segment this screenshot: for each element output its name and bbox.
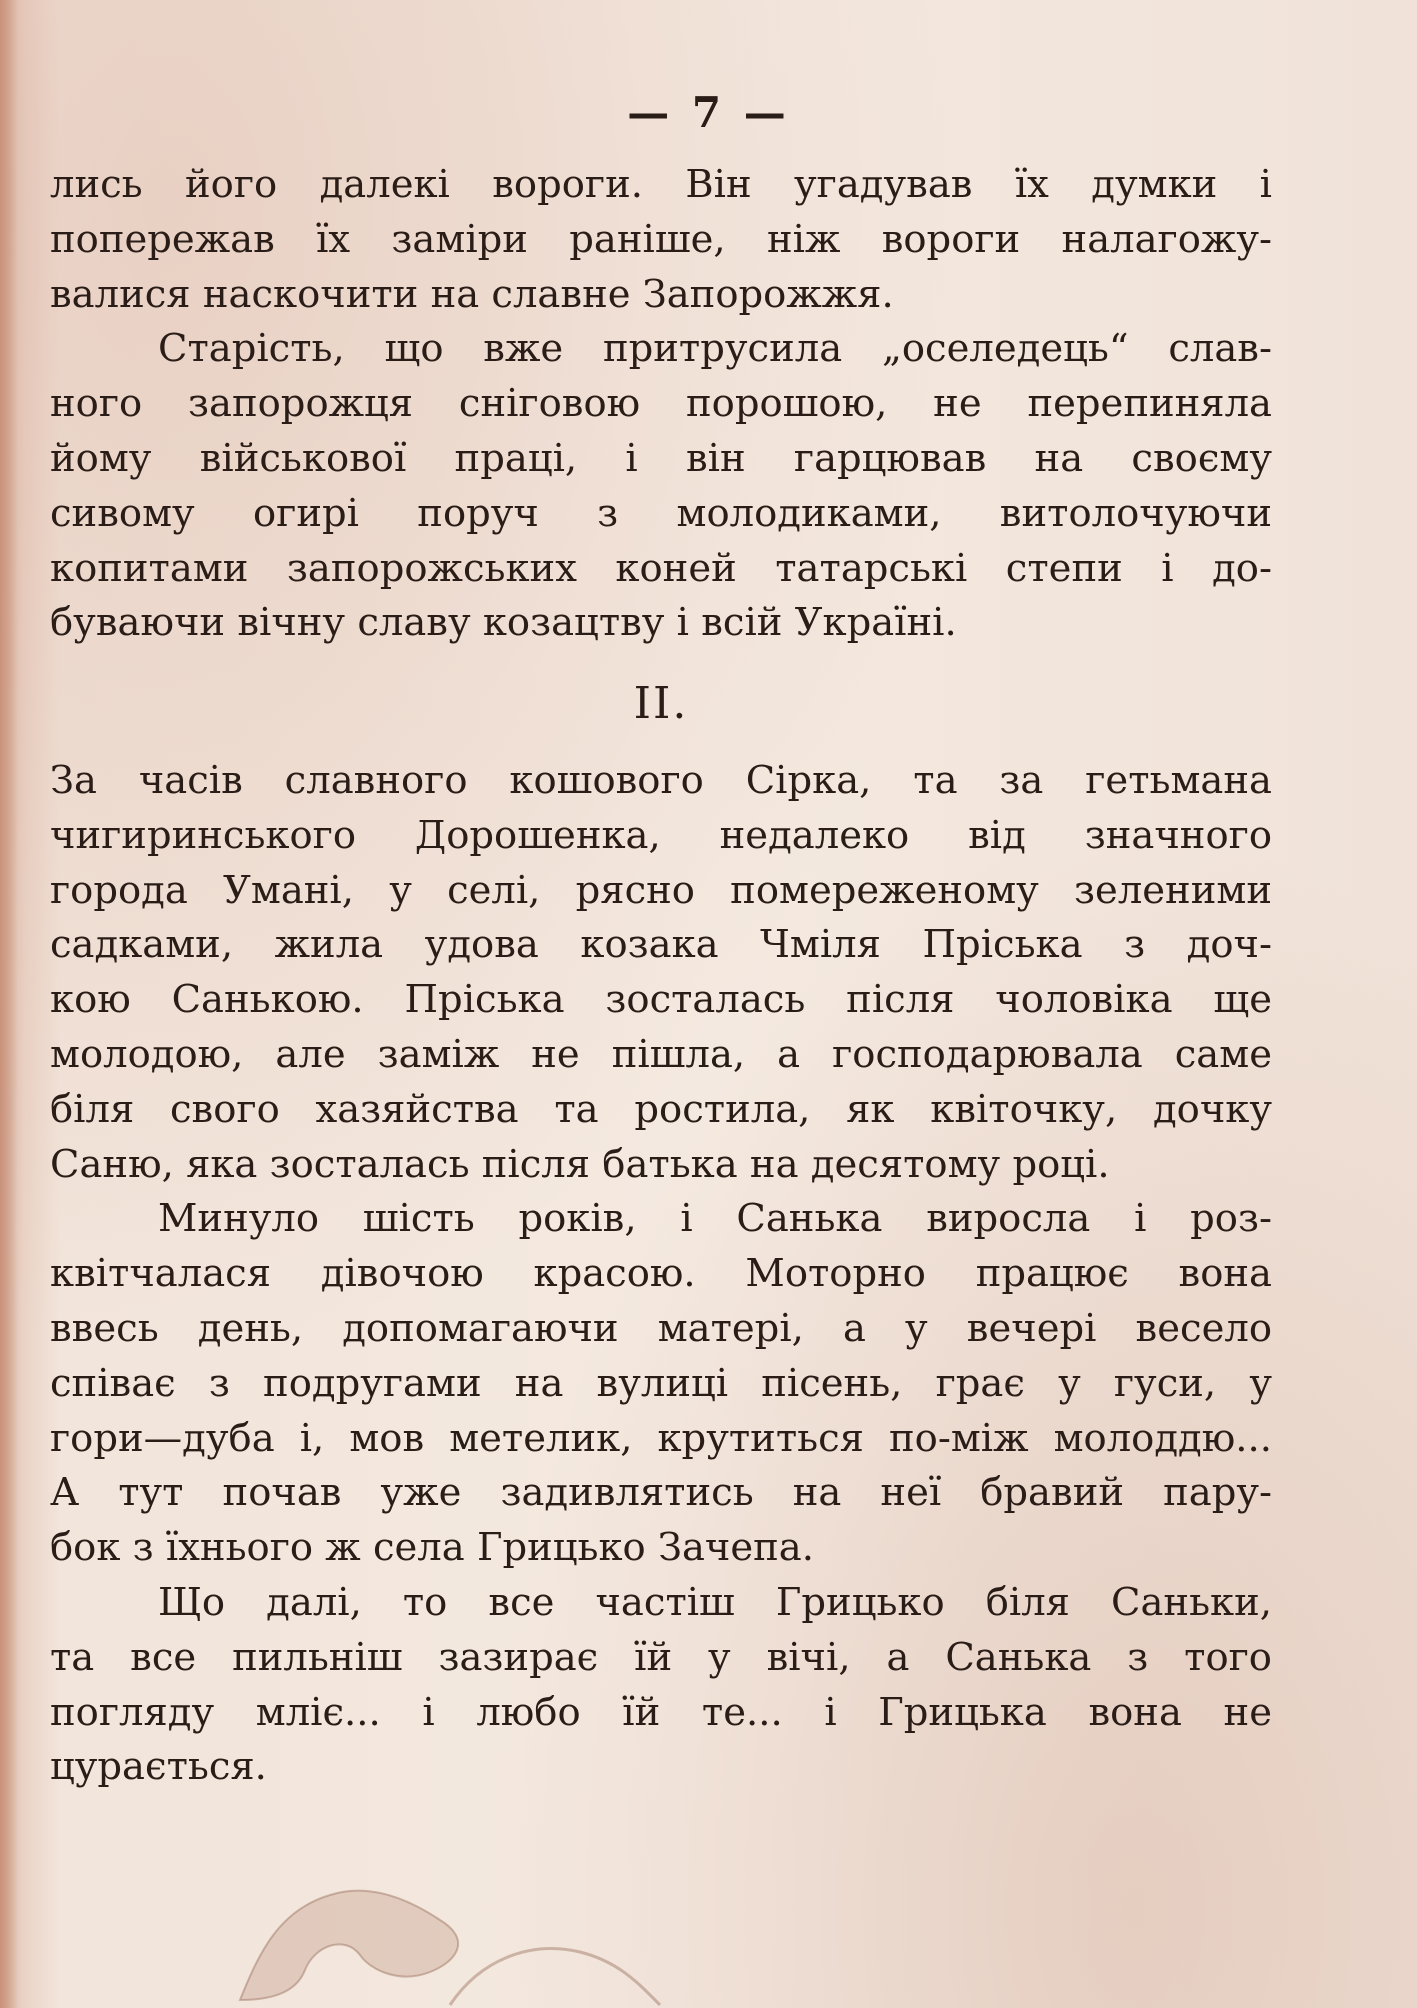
text-line: бок з їхнього ж села Грицько Зачепа. — [50, 1525, 814, 1571]
page-edge-shadow — [0, 0, 18, 2008]
text-line: Саню, яка зосталась після батька на десятому році. — [50, 1141, 1110, 1187]
text-line: біля свого хазяйства та ростила, як квіточку, дочку — [50, 1086, 1272, 1132]
text-line: лись його далекі вороги. Він угадував їх думки і — [50, 162, 1272, 207]
text-line: ввесь день, допомагаючи матері, а у вечері весело — [50, 1305, 1272, 1351]
section-heading: II. — [633, 678, 689, 730]
text-line: сивому огирі поруч з молодиками, витолочуючи — [50, 490, 1272, 536]
text-line: погляду мліє... і любо їй те... і Грицька вона не — [50, 1689, 1272, 1735]
text-line: чигиринського Дорошенка, недалеко від значного — [50, 812, 1272, 858]
text-line: города Умані, у селі, рясно помереженому зеленими — [50, 867, 1272, 913]
text-line: Що далі, то все частіш Грицько біля Саньки, — [158, 1579, 1272, 1625]
text-line: попережав їх заміри раніше, ніж вороги налагожу- — [50, 216, 1272, 262]
text-line: ного запорожця сніговою порошою, не перепиняла — [50, 381, 1272, 427]
text-line: співає з подругами на вулиці пісень, грає у гуси, у — [50, 1360, 1272, 1406]
text-line: цурається. — [50, 1744, 267, 1790]
text-line: копитами запорожських коней татарські степи і до- — [50, 545, 1272, 591]
text-line: молодою, але заміж не пішла, а господарювала саме — [50, 1031, 1272, 1077]
text-line: Старість, що вже притрусила „оселедець“ слав- — [158, 326, 1272, 372]
text-line: гори—дуба і, мов метелик, крутиться по-між молоддю... — [50, 1415, 1272, 1461]
text-line: За часів славного кошового Сірка, та за гетьмана — [50, 757, 1272, 803]
text-line: квітчалася дівочою красою. Моторно працює вона — [50, 1251, 1272, 1297]
text-line: кою Санькою. Пріська зосталась після чоловіка ще — [50, 977, 1272, 1023]
page-number: — 7 — — [627, 88, 790, 137]
text-line: йому військової праці, і він гарцював на своєму — [50, 435, 1272, 481]
body-text — [50, 158, 1272, 1795]
text-line: садками, жила удова козака Чміля Пріська з доч- — [50, 922, 1272, 968]
paper-stain-mark — [220, 1860, 780, 2008]
text-line: буваючи вічну славу козацтву і всій Україні. — [50, 600, 957, 646]
text-line: Минуло шість років, і Санька виросла і роз- — [158, 1196, 1272, 1242]
text-line: та все пильніш зазирає їй у вічі, а Санька з того — [50, 1634, 1272, 1680]
text-line: А тут почав уже задивлятись на неї бравий пару- — [50, 1470, 1272, 1516]
text-line: валися наскочити на славне Запорожжя. — [50, 271, 894, 317]
